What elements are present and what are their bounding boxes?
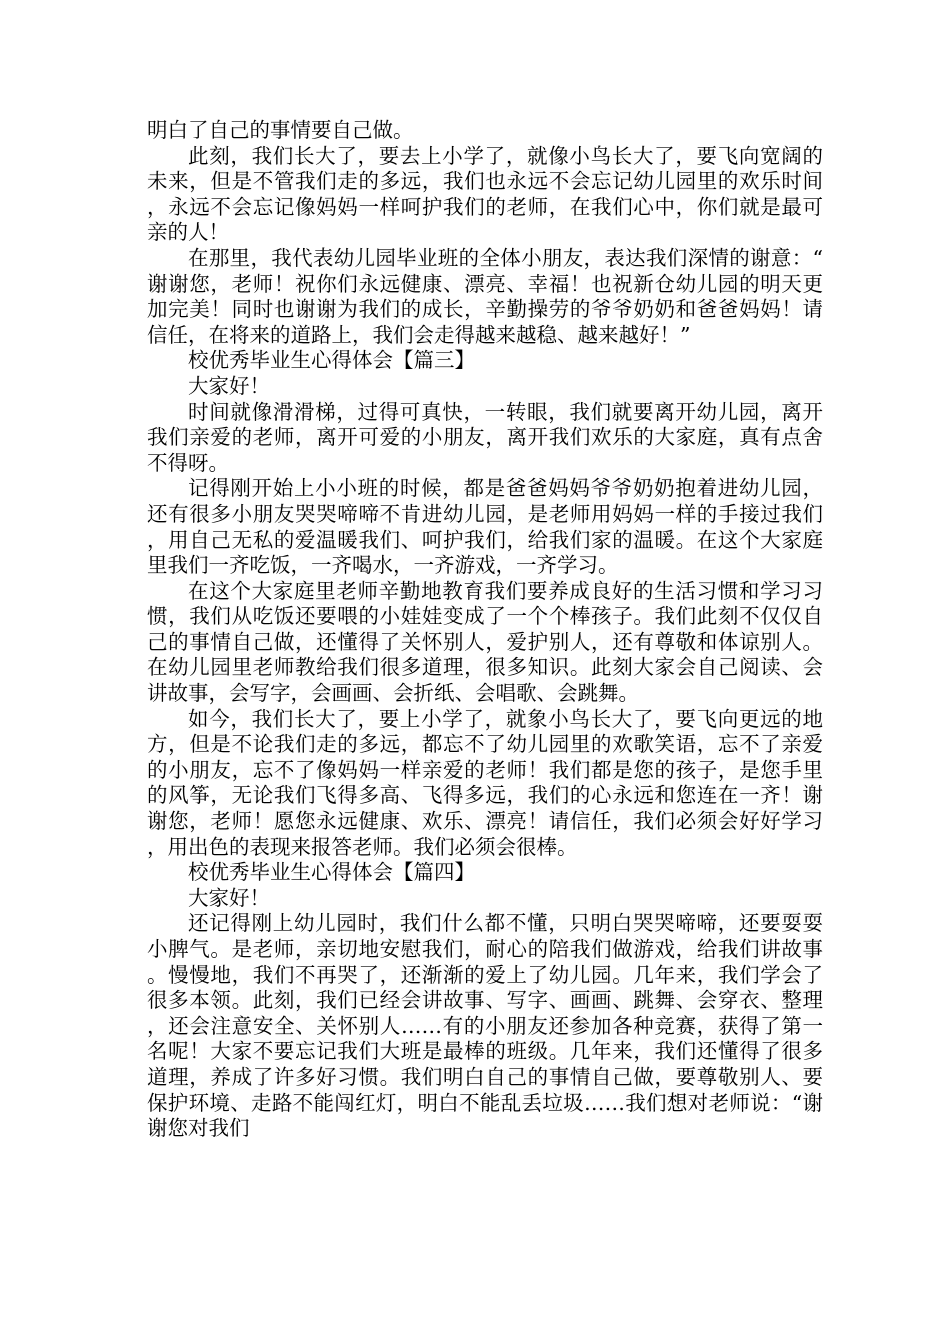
section-heading-part-three: 校优秀毕业生心得体会【篇三】 [188,348,475,373]
greeting-part-three: 大家好！ [188,373,270,398]
paragraph-6: 时间就像滑滑梯，过得可真快，一转眼，我们就要离开幼儿园，离开我们亲爱的老师，离开可爱的小朋友，离开我们欢乐的大家庭，真有点舍不得呀。 [147,399,823,475]
paragraph-3: 在那里，我代表幼儿园毕业班的全体小朋友，表达我们深情的谢意：“谢谢您，老师！祝你们永远健康、漂亮、幸福！也祝新仓幼儿园的明天更加完美！同时也谢谢为我们的成长，辛勤操劳的爷爷奶奶和爸爸妈妈！请信任，在将来的道路上，我们会走得越来越稳、越来越好！” [147,245,823,347]
greeting-part-four: 大家好！ [188,885,270,910]
paragraph-8: 在这个大家庭里老师辛勤地教育我们要养成良好的生活习惯和学习习惯，我们从吃饭还要喂的小娃娃变成了一个个棒孩子。我们此刻不仅仅自己的事情自己做，还懂得了关怀别人，爱护别人，还有尊敬和体谅别人。在幼儿园里老师教给我们很多道理，很多知识。此刻大家会自己阅读、会讲故事，会写字，会画画、会折纸、会唱歌、会跳舞。 [147,578,823,706]
document-page [147,118,823,1142]
paragraph-2: 此刻，我们长大了，要去上小学了，就像小鸟长大了，要飞向宽阔的未来，但是不管我们走的多远，我们也永远不会忘记幼儿园里的欢乐时间，永远不会忘记像妈妈一样呵护我们的老师，在我们心中，你们就是最可亲的人！ [147,143,823,245]
paragraph-7: 记得刚开始上小小班的时候，都是爸爸妈妈爷爷奶奶抱着进幼儿园，还有很多小朋友哭哭啼啼不肯进幼儿园，是老师用妈妈一样的手接过我们，用自己无私的爱温暖我们、呵护我们，给我们家的温暖。在这个大家庭里我们一齐吃饭，一齐喝水，一齐游戏，一齐学习。 [147,476,823,578]
paragraph-12: 还记得刚上幼儿园时，我们什么都不懂，只明白哭哭啼啼，还要耍耍小脾气。是老师，亲切地安慰我们，耐心的陪我们做游戏，给我们讲故事。慢慢地，我们不再哭了，还渐渐的爱上了幼儿园。几年来，我们学会了很多本领。此刻，我们已经会讲故事、写字、画画、跳舞、会穿衣、整理，还会注意安全、关怀别人……有的小朋友还参加各种竞赛，获得了第一名呢！大家不要忘记我们大班是最棒的班级。几年来，我们还懂得了很多道理，养成了许多好习惯。我们明白自己的事情自己做，要尊敬别人、要保护环境、走路不能闯红灯，明白不能乱丢垃圾……我们想对老师说：“谢谢您对我们 [147,911,823,1141]
paragraph-9: 如今，我们长大了，要上小学了，就象小鸟长大了，要飞向更远的地方，但是不论我们走的多远，都忘不了幼儿园里的欢歌笑语，忘不了亲爱的小朋友，忘不了像妈妈一样亲爱的老师！我们都是您的孩子，是您手里的风筝，无论我们飞得多高、飞得多远，我们的心永远和您连在一齐！谢谢您，老师！愿您永远健康、欢乐、漂亮！请信任，我们必须会好好学习，用出色的表现来报答老师。我们必须会很棒。 [147,706,823,859]
paragraph-1: 明白了自己的事情要自己做。 [147,118,414,142]
section-heading-part-four: 校优秀毕业生心得体会【篇四】 [188,860,475,885]
